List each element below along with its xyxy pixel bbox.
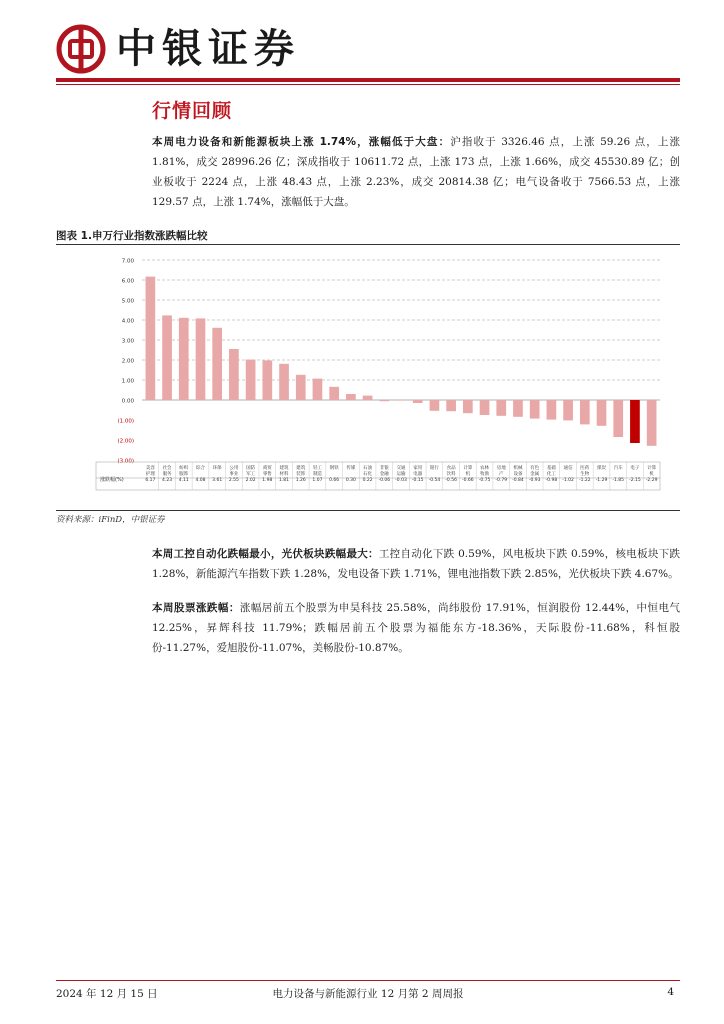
- bar: [329, 387, 339, 400]
- x-tick-label: 金属: [530, 472, 540, 477]
- header-rule: [56, 78, 680, 82]
- header-logo: [56, 24, 300, 74]
- x-tick-label: 电器: [413, 472, 423, 477]
- x-tick-label: 制造: [312, 472, 322, 477]
- paragraph-body: 沪指收于 3326.46 点，上涨 59.26 点，上涨 1.81%，成交 28996.26 亿；深成指收于 10611.72 点，上涨 173 点，上涨 1.66%，成交 45530.89 亿；创业板收于 2224 点，上涨 48.43 点，上涨 2.23%，成交 20814.38 亿；电气设备收于 7566.53 点，上涨 129.57 点，上涨 1.74%，涨幅低于大盘。: [152, 136, 680, 208]
- footer-date: 2024 年 12 月 15 日: [56, 988, 158, 1000]
- bar: [229, 349, 239, 400]
- x-tick-label: 饮料: [446, 472, 456, 477]
- data-label: -0.15: [411, 478, 424, 483]
- bar: [379, 400, 389, 401]
- bar: [346, 394, 356, 400]
- data-label: -1.85: [612, 478, 625, 483]
- bar: [246, 360, 256, 400]
- data-label: -0.54: [428, 478, 441, 483]
- x-tick-label: 军工: [246, 472, 256, 477]
- x-tick-label: 机: [649, 472, 654, 477]
- y-tick-label: 1.00: [121, 378, 134, 385]
- x-tick-label: 服饰: [179, 472, 189, 477]
- data-label: 1.98: [262, 478, 273, 483]
- bar-chart: [56, 246, 680, 508]
- data-label: -0.03: [395, 478, 407, 483]
- data-label: -1.29: [595, 478, 608, 483]
- data-label: -0.79: [495, 478, 508, 483]
- data-label: -0.75: [478, 478, 491, 483]
- bar: [262, 360, 272, 400]
- data-label: 4.23: [162, 478, 173, 483]
- data-label: -2.15: [629, 478, 641, 483]
- y-tick-label: 4.00: [121, 318, 134, 325]
- data-label: -0.06: [378, 478, 391, 483]
- section-title: 行情回顾: [152, 100, 233, 122]
- x-tick-label: 煤炭: [597, 466, 607, 471]
- data-label: 1.26: [295, 478, 306, 483]
- y-tick-label: 0.00: [121, 398, 134, 405]
- bar: [363, 396, 373, 400]
- header-thin-rule: [56, 84, 680, 85]
- paragraph-body: 工控自动化下跌 0.59%，风电板块下跌 0.59%，核电板块下跌 1.28%，新能源汽车指数下跌 1.28%，发电设备下跌 1.71%，锂电池指数下跌 2.85%，光伏板块下跌 4.67%。: [152, 548, 681, 580]
- paragraph-sector-performance: [152, 544, 680, 584]
- x-tick-label: 事业: [229, 472, 239, 477]
- y-tick-label: (3.00): [117, 458, 134, 465]
- x-tick-label: 通信: [563, 466, 573, 471]
- data-label: 0.30: [345, 478, 356, 483]
- x-tick-label: 机: [465, 472, 471, 477]
- bar: [146, 277, 156, 400]
- x-tick-label: 传媒: [346, 466, 356, 471]
- brand-name: 中银证券: [116, 26, 300, 72]
- data-label: -0.66: [462, 478, 474, 483]
- x-tick-label: 建筑: [296, 466, 306, 471]
- data-label: -1.22: [578, 478, 591, 483]
- y-tick-label: 6.00: [121, 278, 134, 285]
- x-tick-label: 纺织: [179, 466, 189, 471]
- page-number: 4: [667, 986, 674, 998]
- data-label: 4.11: [178, 478, 189, 483]
- y-tick-label: (1.00): [117, 418, 134, 425]
- x-tick-label: 牧渔: [480, 472, 490, 477]
- x-tick-label: 生物: [580, 472, 590, 477]
- bar: [162, 315, 172, 400]
- x-tick-label: 化工: [546, 472, 556, 477]
- x-tick-label: 计算: [647, 466, 657, 471]
- data-label: 2.55: [228, 478, 239, 483]
- data-label: -1.02: [562, 478, 574, 483]
- x-tick-label: 非银: [379, 466, 389, 471]
- x-tick-label: 钢铁: [329, 466, 339, 471]
- bar: [530, 400, 540, 419]
- bar: [279, 364, 289, 400]
- y-tick-label: 7.00: [121, 258, 134, 265]
- bar: [580, 400, 590, 424]
- x-tick-label: 社会: [162, 466, 172, 471]
- x-tick-label: 食品: [446, 466, 456, 471]
- x-tick-label: 装饰: [296, 472, 306, 477]
- bar: [513, 400, 523, 417]
- x-tick-label: 交通: [396, 466, 406, 471]
- paragraph-lead: 本周股票涨跌幅：: [152, 602, 240, 614]
- figure-title: 图表 1.申万行业指数涨跌幅比较: [56, 230, 208, 242]
- bank-of-china-logo-icon: [56, 24, 106, 74]
- paragraph-lead: 本周电力设备和新能源板块上涨 1.74%，涨幅低于大盘：: [152, 136, 451, 148]
- bar: [480, 400, 490, 415]
- bar: [613, 400, 623, 437]
- x-tick-label: 汽车: [613, 466, 623, 471]
- paragraph-lead: 本周工控自动化跌幅最小，光伏板块跌幅最大：: [152, 548, 379, 560]
- x-tick-label: 综合: [195, 466, 205, 471]
- bar: [212, 328, 222, 400]
- data-label: -0.56: [445, 478, 457, 483]
- x-tick-label: 电子: [630, 466, 640, 471]
- x-tick-label: 医药: [580, 466, 590, 471]
- data-label: 0.66: [329, 478, 340, 483]
- x-tick-label: 金融: [379, 472, 389, 477]
- x-tick-label: 有色: [530, 466, 540, 471]
- figure-rule-bottom: [56, 510, 680, 511]
- data-label: 4.08: [195, 478, 206, 483]
- x-tick-label: 材料: [279, 472, 289, 477]
- footer-rule: [56, 980, 680, 981]
- bar: [630, 400, 640, 443]
- x-tick-label: 石油: [363, 466, 373, 471]
- x-tick-label: 基础: [546, 466, 556, 471]
- paragraph-stock-performance: [152, 598, 680, 658]
- bar: [463, 400, 473, 413]
- bar: [396, 400, 406, 401]
- data-label: 0.22: [362, 478, 373, 483]
- bar: [563, 400, 573, 420]
- y-tick-label: 3.00: [121, 338, 134, 345]
- x-tick-label: 商贸: [262, 466, 272, 471]
- x-tick-label: 环保: [212, 466, 222, 471]
- x-tick-label: 石化: [363, 472, 373, 477]
- bar: [597, 400, 607, 426]
- bar: [547, 400, 557, 420]
- bar: [647, 400, 657, 446]
- data-label: 3.61: [212, 478, 223, 483]
- data-label: 1.07: [312, 478, 323, 483]
- data-label: -0.93: [528, 478, 541, 483]
- y-tick-label: (2.00): [117, 438, 134, 445]
- bar: [496, 400, 506, 416]
- data-label: -0.98: [545, 478, 558, 483]
- data-label: 2.02: [245, 478, 256, 483]
- data-label: 6.17: [145, 478, 156, 483]
- x-tick-label: 美容: [145, 466, 155, 471]
- x-tick-label: 家用: [413, 466, 423, 471]
- x-tick-label: 农林: [480, 466, 490, 471]
- data-label: -0.84: [512, 478, 524, 483]
- x-tick-label: 产: [499, 472, 504, 477]
- x-tick-label: 建筑: [279, 466, 289, 471]
- x-tick-label: 护理: [145, 472, 155, 477]
- x-tick-label: 国防: [246, 466, 256, 471]
- bar: [179, 318, 189, 400]
- x-tick-label: 公用: [229, 466, 239, 471]
- figure-source: 资料来源：iFinD，中银证券: [56, 515, 165, 525]
- y-tick-label: 2.00: [121, 358, 134, 365]
- figure-rule-top: [56, 244, 680, 245]
- bar: [413, 400, 423, 403]
- bar: [196, 318, 206, 400]
- paragraph-market-review: [152, 132, 680, 212]
- x-tick-label: 设备: [513, 472, 523, 477]
- chart: [56, 246, 680, 508]
- x-tick-label: 房地: [496, 466, 506, 471]
- bar: [296, 375, 306, 400]
- y-tick-label: 5.00: [121, 298, 134, 305]
- data-label: 1.81: [279, 478, 290, 483]
- x-tick-label: 银行: [429, 466, 439, 471]
- paragraph-body: 涨幅居前五个股票为申昊科技 25.58%，尚纬股份 17.91%，恒润股份 12.44%，中恒电气 12.25%，昇辉科技 11.79%；跌幅居前五个股票为福能东方-18.36%，天际股份-11.68%，科恒股份-11.27%，爱旭股份-11.07%，美畅股份-10.87%。: [152, 602, 681, 654]
- x-tick-label: 服务: [162, 472, 172, 477]
- footer-title: 电力设备与新能源行业 12 月第 2 周周报: [272, 988, 464, 1000]
- bar: [313, 379, 323, 400]
- bar: [430, 400, 440, 411]
- x-tick-label: 机械: [513, 466, 523, 471]
- x-tick-label: 零售: [262, 472, 272, 477]
- bar: [446, 400, 456, 411]
- x-tick-label: 轻工: [312, 466, 322, 471]
- table-row-label: 涨跌幅(%): [100, 477, 124, 483]
- data-label: -2.29: [645, 478, 658, 483]
- x-tick-label: 计算: [463, 466, 473, 471]
- x-tick-label: 运输: [396, 472, 406, 477]
